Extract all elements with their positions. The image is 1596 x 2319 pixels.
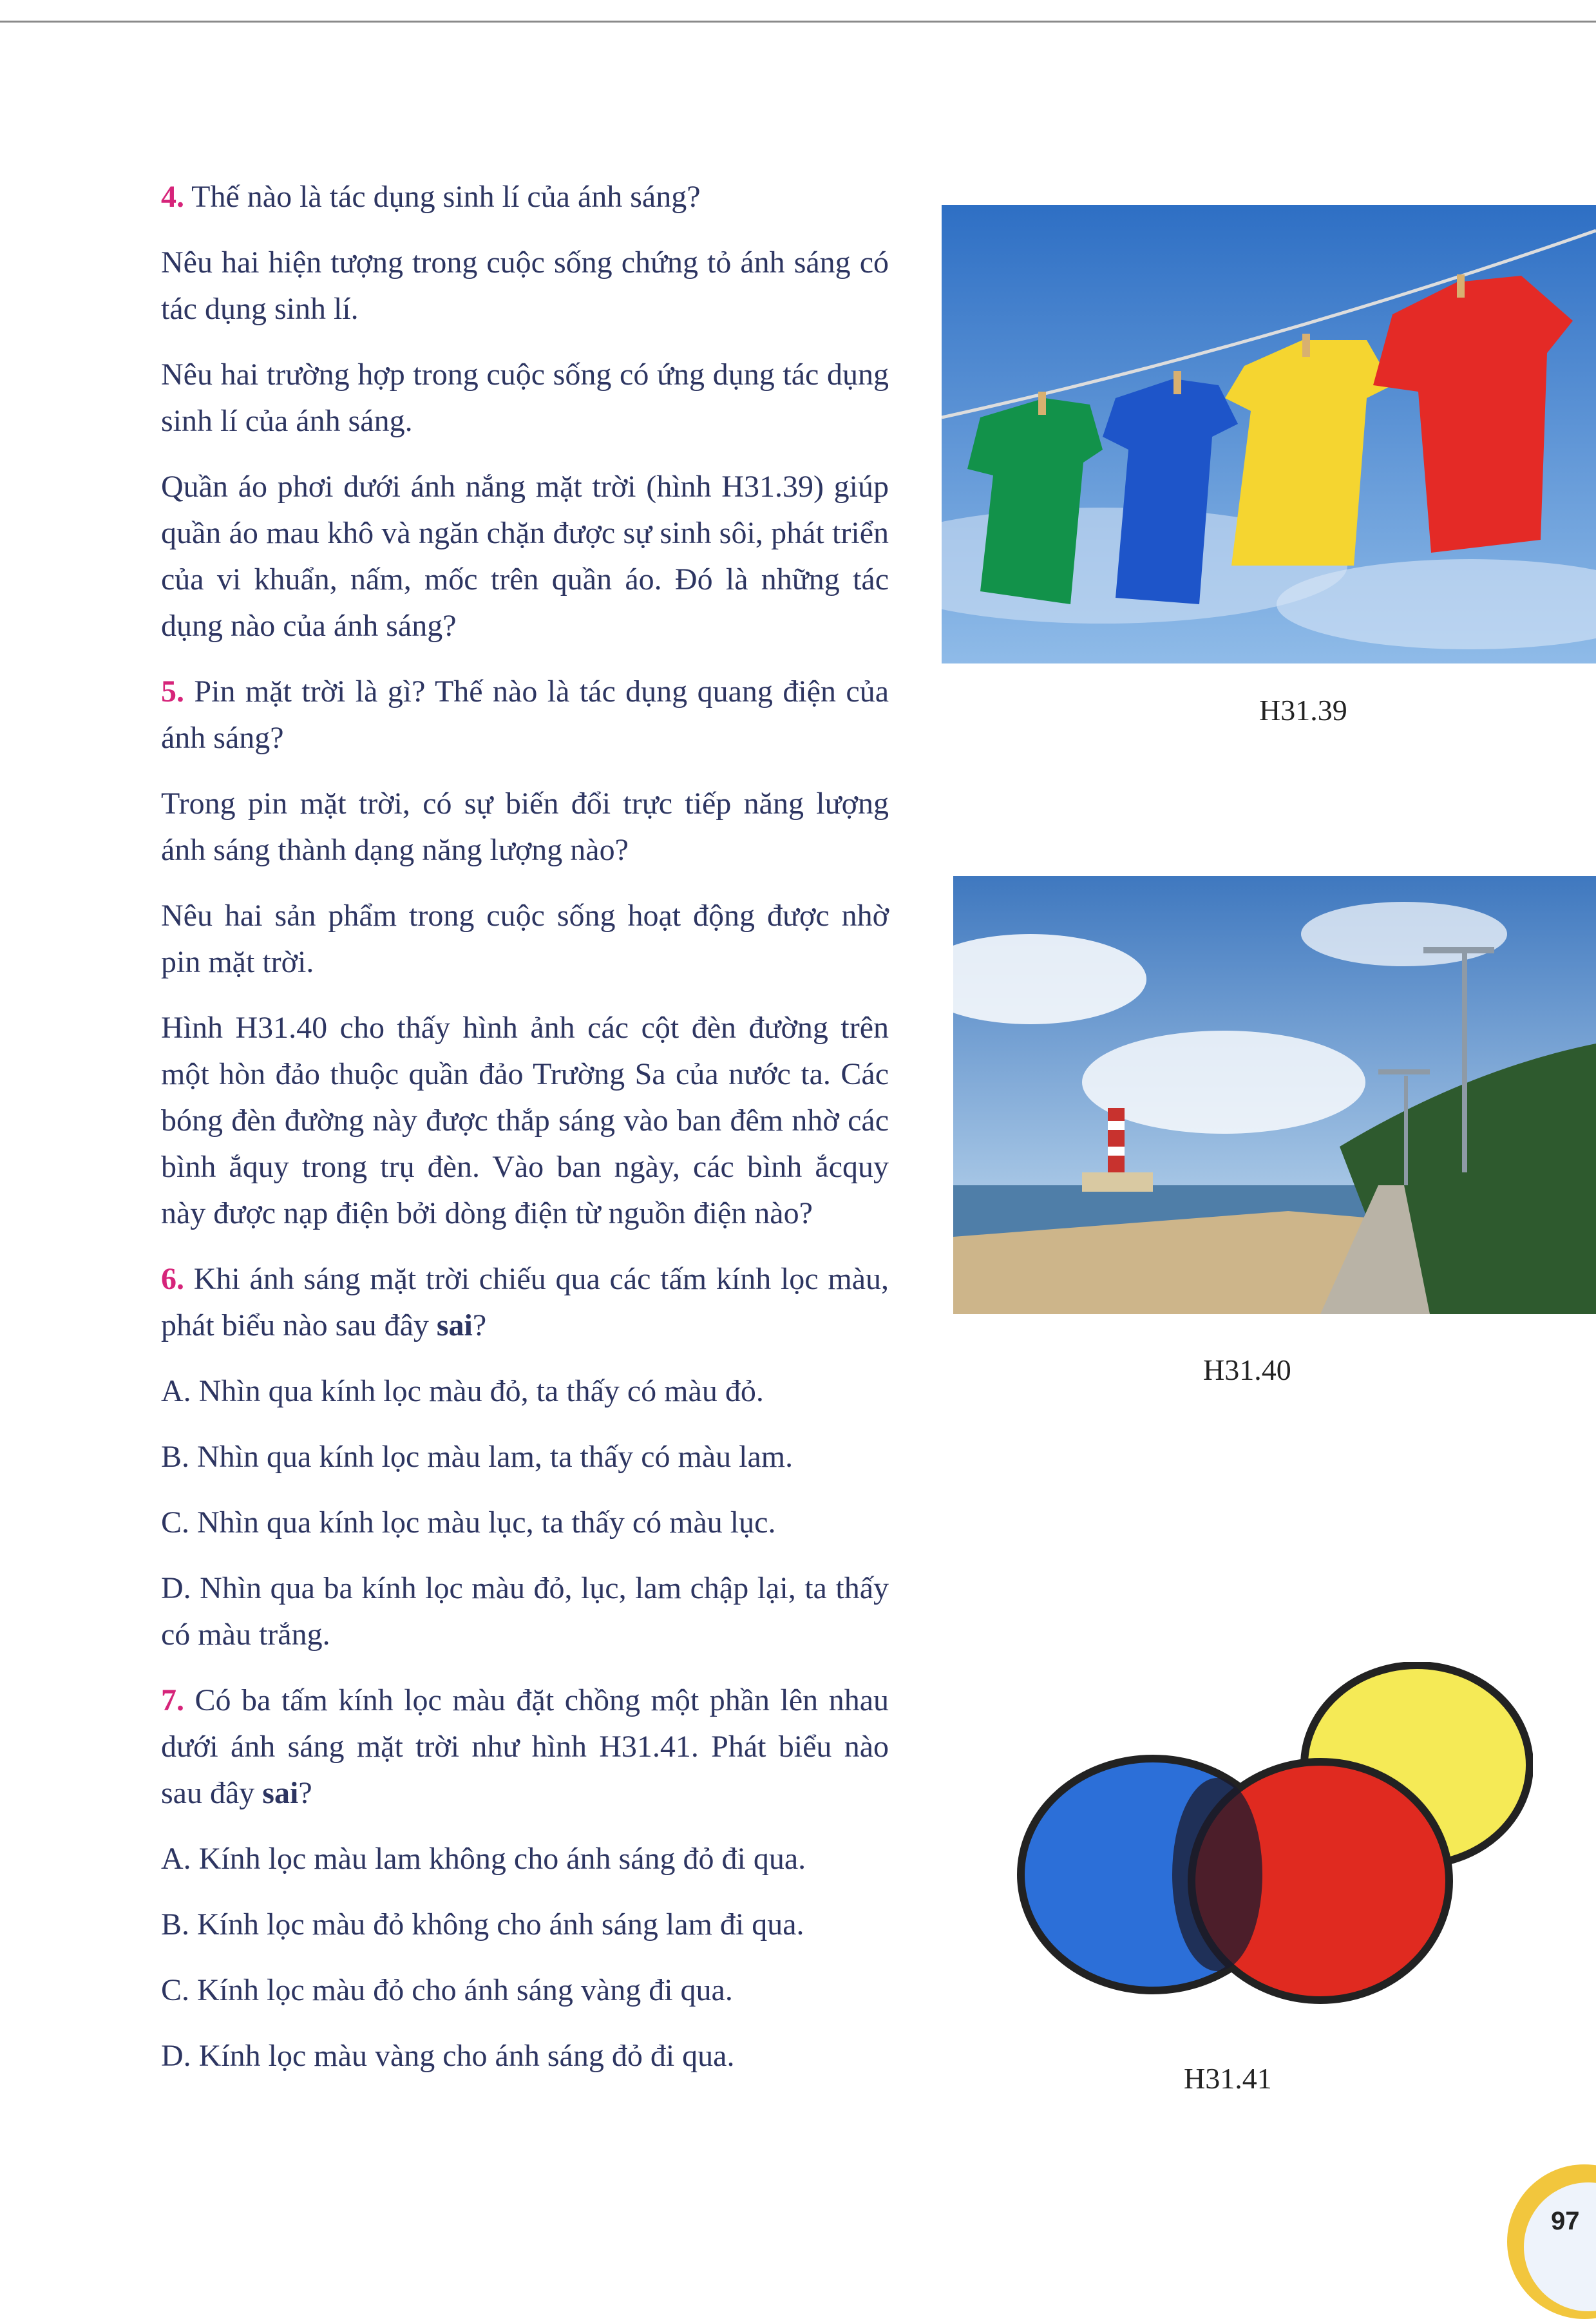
figure-island-solar-lamps [953,876,1596,1314]
question-7-title [161,1677,889,1817]
paragraph: Nêu hai sản phẩm trong cuộc sống hoạt động được nhờ pin mặt trời. [161,899,889,979]
color-filters-image [992,1662,1533,2023]
option-d: D. Nhìn qua ba kính lọc màu đỏ, lục, lam chập lại, ta thấy có màu trắng. [161,1571,889,1652]
island-image [953,876,1596,1314]
question-text: Khi ánh sáng mặt trời chiếu qua các tấm kính lọc màu, phát biểu nào sau đây [161,1262,889,1342]
option-b: B. Kính lọc màu đỏ không cho ánh sáng lam đi qua. [161,1907,804,1942]
question-number: 7. [161,1683,184,1717]
option-c: C. Nhìn qua kính lọc màu lục, ta thấy có màu lục. [161,1505,776,1540]
figure-caption: H31.39 [1259,694,1347,727]
question-text-end: ? [472,1308,487,1342]
option-a: A. Nhìn qua kính lọc màu đỏ, ta thấy có màu đỏ. [161,1374,764,1408]
text-column [161,174,889,2099]
page-number: 97 [1551,2207,1580,2235]
question-number: 5. [161,674,184,709]
paragraph: Nêu hai trường hợp trong cuộc sống có ứng dụng tác dụng sinh lí của ánh sáng. [161,358,889,438]
figure-color-filters [992,1662,1533,2023]
question-6-title [161,1256,889,1349]
paragraph: Nêu hai hiện tượng trong cuộc sống chứng tỏ ánh sáng có tác dụng sinh lí. [161,245,889,326]
question-text: Thế nào là tác dụng sinh lí của ánh sáng? [184,180,701,214]
question-number: 6. [161,1262,184,1296]
figure-clothes-drying [942,205,1596,663]
question-text: Có ba tấm kính lọc màu đặt chồng một phần lên nhau dưới ánh sáng mặt trời như hình H31.41. Phát biểu nào sau đây [161,1683,889,1810]
option-a: A. Kính lọc màu lam không cho ánh sáng đỏ đi qua. [161,1842,806,1876]
question-5-title [161,669,889,761]
emphasis-word: sai [436,1308,473,1342]
clothes-drying-image [942,205,1596,663]
option-b: B. Nhìn qua kính lọc màu lam, ta thấy có màu lam. [161,1440,793,1474]
question-text-end: ? [298,1776,312,1810]
option-c: C. Kính lọc màu đỏ cho ánh sáng vàng đi qua. [161,1973,733,2007]
paragraph: Hình H31.40 cho thấy hình ảnh các cột đèn đường trên một hòn đảo thuộc quần đảo Trường Sa của nước ta. Các bóng đèn đường này được thắp sáng vào ban đêm nhờ các bình ắquy trong trụ đèn. Vào ban ngày, các bình ắcquy này được nạp điện bởi dòng điện từ nguồn điện nào? [161,1011,889,1230]
question-text: Pin mặt trời là gì? Thế nào là tác dụng quang điện của ánh sáng? [161,674,889,755]
figure-caption: H31.40 [1203,1353,1291,1386]
question-4-title [161,174,889,220]
paragraph: Trong pin mặt trời, có sự biến đổi trực tiếp năng lượng ánh sáng thành dạng năng lượng nào? [161,787,889,867]
top-rule [0,21,1596,23]
question-number: 4. [161,180,184,214]
paragraph: Quần áo phơi dưới ánh nắng mặt trời (hình H31.39) giúp quần áo mau khô và ngăn chặn được sự sinh sôi, phát triển của vi khuẩn, nấm, mốc trên quần áo. Đó là những tác dụng nào của ánh sáng? [161,470,889,643]
figure-caption: H31.41 [1184,2062,1272,2095]
option-d: D. Kính lọc màu vàng cho ánh sáng đỏ đi qua. [161,2039,735,2073]
emphasis-word: sai [262,1776,299,1810]
